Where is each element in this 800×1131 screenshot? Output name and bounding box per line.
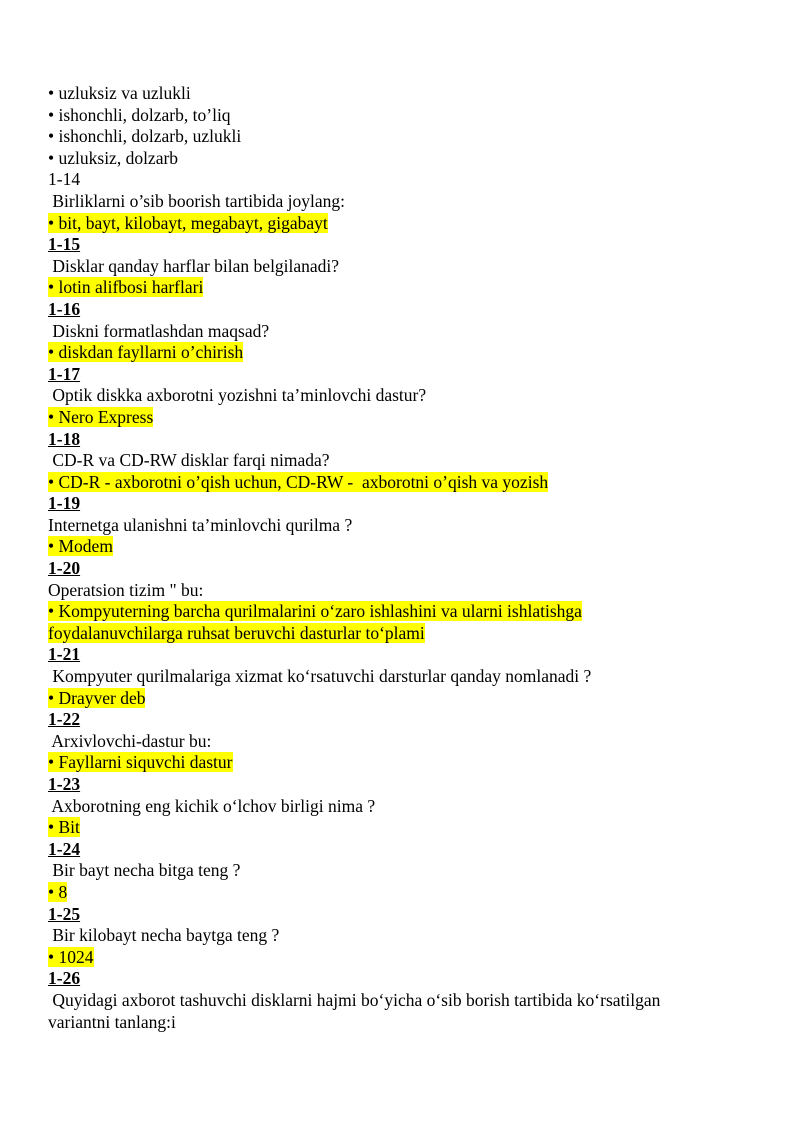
highlighted-answer: • bit, bayt, kilobayt, megabayt, gigabayt — [48, 212, 328, 233]
highlighted-answer: • Fayllarni siquvchi dastur — [48, 752, 233, 773]
question-text: Operatsion tizim " bu: — [48, 579, 204, 600]
highlighted-answer: • 1024 — [48, 946, 94, 967]
question-number: 1-19 — [48, 493, 81, 514]
question-number: 1-15 — [48, 234, 81, 255]
question-number: 1-23 — [48, 774, 81, 794]
question-text: Quyidagi axborot tashuvchi disklarni hajmi bo‘yicha o‘sib borish tartibida ko‘rsatilgan — [48, 989, 661, 1010]
highlighted-answer: • Kompyuterning barcha qurilmalarini o‘zaro ishlashini va ularni ishlatishga — [48, 601, 582, 622]
highlighted-answer: • 8 — [48, 881, 68, 902]
option-line: • uzluksiz, dolzarb — [48, 147, 179, 168]
question-text: Optik diskka axborotni yozishni ta’minlovchi dastur? — [48, 385, 427, 406]
highlighted-answer: foydalanuvchilarga ruhsat beruvchi dasturlar to‘plami — [48, 622, 425, 643]
question-number: 1-24 — [48, 838, 81, 859]
question-text: Bir kilobayt necha baytga teng ? — [48, 925, 280, 946]
option-line: • ishonchli, dolzarb, uzlukli — [48, 126, 242, 147]
option-line: • ishonchli, dolzarb, to’liq — [48, 104, 231, 125]
question-number: 1-21 — [48, 644, 81, 665]
question-text: Kompyuter qurilmalariga xizmat ko‘rsatuvchi darsturlar qanday nomlanadi ? — [48, 666, 592, 687]
question-number: 1-25 — [48, 903, 81, 924]
highlighted-answer: • Nero Express — [48, 406, 154, 427]
highlighted-answer: • Bit — [48, 817, 80, 838]
question-text: Axborotning eng kichik o‘lchov birligi nima ? — [48, 795, 376, 816]
highlighted-answer: • lotin alifbosi harflari — [48, 277, 204, 298]
question-text: Arxivlovchi-dastur bu: — [48, 730, 212, 751]
question-number: 1-17 — [48, 363, 81, 384]
highlighted-answer: • diskdan fayllarni o’chirish — [48, 342, 244, 363]
question-number: 1-16 — [48, 298, 81, 319]
question-number: 1-22 — [48, 709, 81, 730]
option-line: • uzluksiz va uzlukli — [48, 83, 191, 103]
question-number: 1-26 — [48, 968, 81, 989]
question-text: Internetga ulanishni ta’minlovchi qurilma ? — [48, 514, 353, 535]
question-text: Diskni formatlashdan maqsad? — [48, 320, 270, 341]
question-text: CD-R va CD-RW disklar farqi nimada? — [48, 450, 330, 471]
highlighted-answer: • CD-R - axborotni o’qish uchun, CD-RW - axborotni o’qish va yozish — [48, 471, 549, 492]
question-number: 1-14 — [48, 169, 81, 190]
question-text: Disklar qanday harflar bilan belgilanadi? — [48, 255, 340, 276]
question-number: 1-20 — [48, 558, 81, 579]
highlighted-answer: • Drayver deb — [48, 687, 146, 708]
question-number: 1-18 — [48, 428, 81, 449]
question-text: Bir bayt necha bitga teng ? — [48, 860, 241, 881]
document-page — [48, 83, 768, 1033]
question-text: variantni tanlang:i — [48, 1011, 176, 1032]
question-text: Birliklarni o’sib boorish tartibida joylang: — [48, 190, 345, 211]
highlighted-answer: • Modem — [48, 536, 113, 557]
